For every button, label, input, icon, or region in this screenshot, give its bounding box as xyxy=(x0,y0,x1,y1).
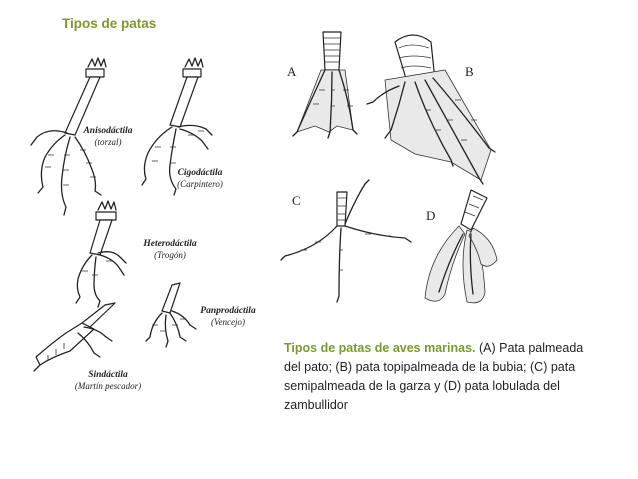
foot-d-drawing xyxy=(425,190,497,303)
slide-title: Tipos de patas xyxy=(62,16,157,31)
label-pamprodactyl xyxy=(188,306,268,328)
seabird-feet-illustration xyxy=(275,30,515,320)
foot-b-drawing xyxy=(367,35,495,184)
letter-a: A xyxy=(287,64,297,79)
label-heterodactyl-name: Heterodáctila xyxy=(143,239,197,249)
label-syndactyl-name: Sindáctila xyxy=(88,370,128,380)
caption-highlight: Tipos de patas de aves marinas. xyxy=(284,341,476,355)
caption xyxy=(284,339,584,415)
label-heterodactyl xyxy=(130,239,210,261)
label-syndactyl-sub: (Martín pescador) xyxy=(74,381,142,391)
label-heterodactyl-sub: (Trogón) xyxy=(154,250,186,260)
label-zygodactyl xyxy=(160,168,240,190)
foot-a-drawing xyxy=(293,32,357,138)
label-anisodactyl-name: Anisodáctila xyxy=(83,126,133,136)
letter-b: B xyxy=(465,64,474,79)
label-anisodactyl-sub: (torzal) xyxy=(94,137,122,147)
label-syndactyl xyxy=(58,370,158,392)
label-zygodactyl-name: Cigodáctila xyxy=(177,168,223,178)
label-anisodactyl xyxy=(68,126,148,148)
foot-types-illustration xyxy=(20,55,235,400)
letter-d: D xyxy=(426,208,436,223)
label-pamprodactyl-sub: (Vencejo) xyxy=(211,317,245,327)
label-pamprodactyl-name: Panprodáctila xyxy=(200,306,256,316)
heterodactyl-foot-drawing xyxy=(76,201,126,307)
syndactyl-foot-drawing xyxy=(34,303,115,371)
letter-c: C xyxy=(292,193,301,208)
caption-text: (A) Pata palmeada del pato; (B) pata topipalmeada de la bubia; (C) pata semipalmeada de la garza y (D) pata lobulada del zambullidor xyxy=(284,341,584,412)
label-zygodactyl-sub: (Carpintero) xyxy=(177,179,223,189)
